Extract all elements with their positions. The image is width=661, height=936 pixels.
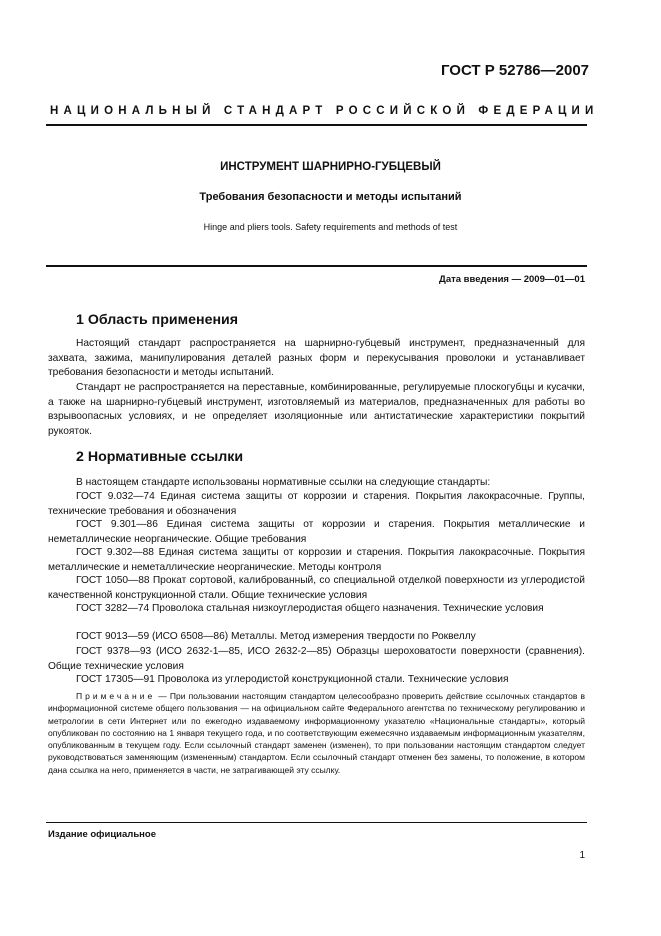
english-title: Hinge and pliers tools. Safety requirements and methods of test (203, 222, 458, 232)
national-standard-banner: НАЦИОНАЛЬНЫЙ СТАНДАРТ РОССИЙСКОЙ ФЕДЕРАЦИИ (50, 105, 599, 117)
edition-label: Издание официальное (48, 829, 156, 840)
page-number: 1 (579, 850, 585, 861)
header-divider (46, 124, 587, 126)
note-label: Примечание (76, 691, 156, 701)
section-1-paragraph: Настоящий стандарт распространяется на шарнирно-губцевый инструмент, предназначенный для захвата, зажима, манипулирования деталей разных форм и перекусывания проволоки и устанавливает требования безопасности и методы испытаний. (48, 338, 585, 378)
section-1-heading: 1 Область применения (76, 312, 239, 328)
document-code: ГОСТ Р 52786—2007 (440, 62, 589, 79)
reference-item: ГОСТ 17305—91 Проволока из углеродистой конструкционной стали. Технические условия (76, 674, 509, 685)
title-divider (46, 265, 587, 267)
introduction-date: Дата введения — 2009—01—01 (439, 274, 585, 285)
reference-item: ГОСТ 9378—93 (ИСО 2632-1—85, ИСО 2632-2—85) Образцы шероховатости поверхности (сравнения). Общие технические условия (48, 646, 585, 672)
document-subtitle: Требования безопасности и методы испытаний (199, 191, 462, 203)
note-paragraph (48, 690, 585, 776)
reference-item: ГОСТ 3282—74 Проволока стальная низкоуглеродистая общего назначения. Технические условия (76, 603, 544, 614)
reference-item: ГОСТ 9013—59 (ИСО 6508—86) Металлы. Метод измерения твердости по Роквеллу (76, 631, 476, 642)
section-1-paragraph: Стандарт не распространяется на переставные, комбинированные, регулируемые плоскогубцы и кусачки, а также на шарнирно-губцевый инструмент, изготовляемый из материалов, предназначенных для работы во взрывоопасных условиях, и не определяет изоляционные или антистатические характеристики покрытий рукояток. (48, 382, 585, 437)
reference-item: ГОСТ 9.032—74 Единая система защиты от коррозии и старения. Покрытия лакокрасочные. Группы, технические требования и обозначения (48, 491, 585, 517)
section-2-heading: 2 Нормативные ссылки (76, 449, 244, 465)
reference-item: ГОСТ 9.302—88 Единая система защиты от коррозии и старения. Покрытия лакокрасочные. Покрытия металлические и неметаллические неорганические. Методы контроля (48, 547, 585, 573)
note-text: — При пользовании настоящим стандартом целесообразно проверить действие ссылочных стандартов в информационной системе общего пользования — на официальном сайте Федерального агентства по техническому регулированию и метрологии в сети Интернет или по ежегодно издаваемому информационному указателю «Национальные стандарты», который опубликован по состоянию на 1 января текущего года, и по соответствующим ежемесячно издаваемым информационным указателям, опубликованным в текущем году. Если ссылочный стандарт заменен (изменен), то при пользовании настоящим стандартом следует руководствоваться заменяющим (измененным) стандартом. Если ссылочный стандарт отменен без замены, то положение, в котором дана ссылка на него, применяется в части, не затрагивающей эту ссылку. (48, 691, 585, 775)
document-title: ИНСТРУМЕНТ ШАРНИРНО-ГУБЦЕВЫЙ (220, 161, 441, 173)
section-2-intro: В настоящем стандарте использованы нормативные ссылки на следующие стандарты: (76, 477, 491, 488)
reference-item: ГОСТ 9.301—86 Единая система защиты от коррозии и старения. Покрытия металлические и неметаллические неорганические. Общие требования (48, 519, 585, 545)
footer-divider (46, 822, 587, 823)
reference-item: ГОСТ 1050—88 Прокат сортовой, калиброванный, со специальной отделкой поверхности из углеродистой качественной конструкционной стали. Общие технические условия (48, 575, 585, 601)
